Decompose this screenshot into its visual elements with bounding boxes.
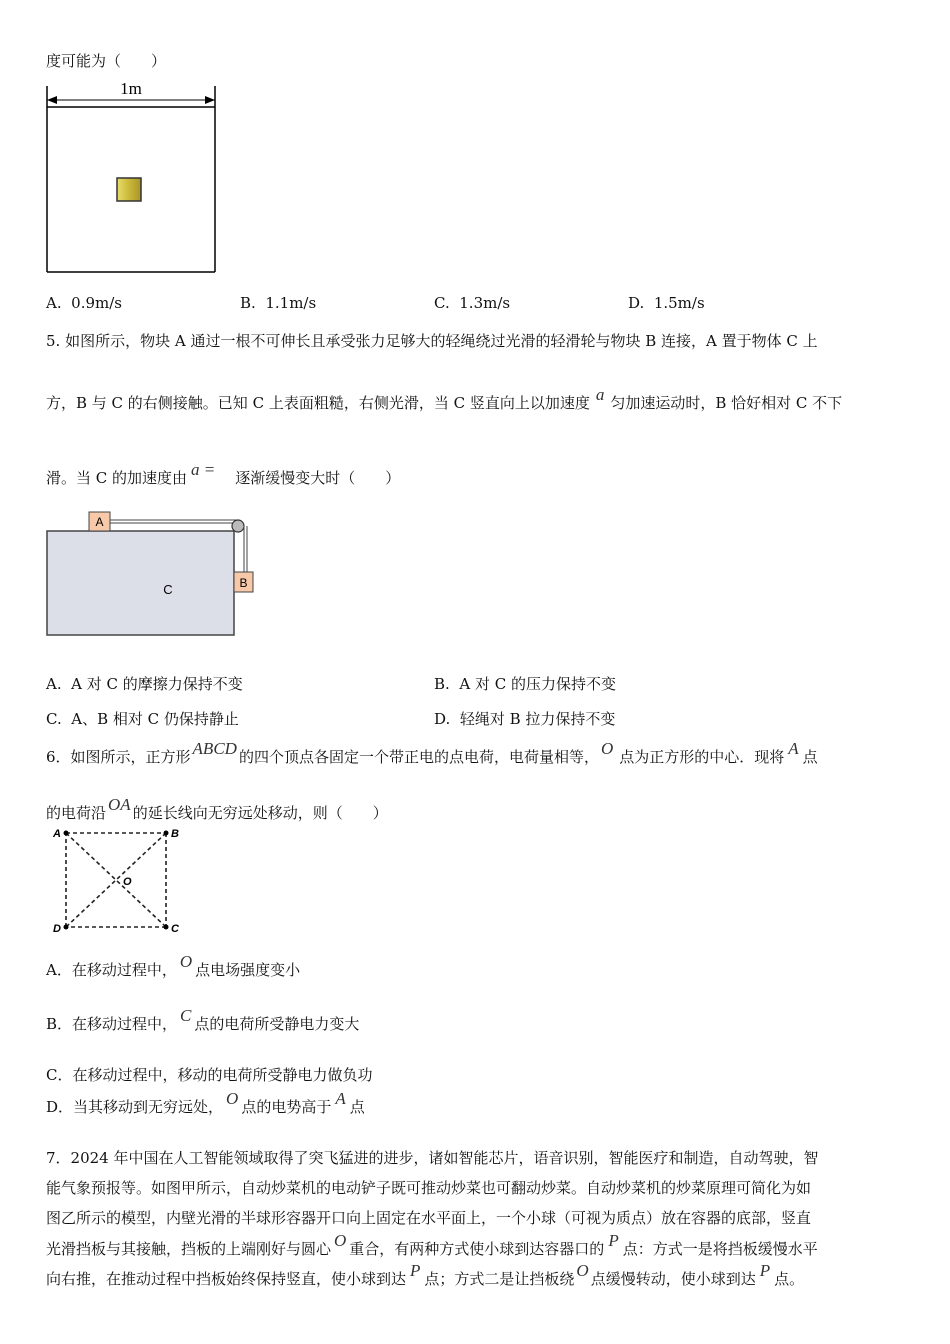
width-label: 1m [120, 79, 142, 98]
q6-stem-line2: 的电荷沿 OA 的延长线向无穷远处移动，则（ ） [46, 795, 388, 822]
q7-line3: 图乙所示的模型，内壁光滑的半球形容器开口向上固定在水平面上，一个小球（可视为质点）放在容器的底部，竖直 [46, 1209, 812, 1227]
q6-stem-line1: 6．如图所示，正方形 ABCD 的四个顶点各固定一个带正电的点电荷，电荷量相等， O 点为正方形的中心．现将 A 点 [46, 739, 818, 766]
block [117, 178, 141, 201]
q4-option-b[interactable]: B. 1.1m/s [240, 294, 317, 312]
q5-stem-line1: 5. 如图所示，物块 A 通过一根不可伸长且承受张力足够大的轻绳绕过光滑的轻滑轮与物块 B 连接，A 置于物体 C 上 [46, 332, 818, 350]
q5-option-d[interactable]: D. 轻绳对 B 拉力保持不变 [434, 710, 616, 728]
q5-option-b[interactable]: B. A 对 C 的压力保持不变 [434, 675, 616, 693]
q5-option-a[interactable]: A. A 对 C 的摩擦力保持不变 [46, 675, 243, 693]
svg-text:C: C [163, 582, 173, 597]
q6-option-d[interactable]: D．当其移动到无穷远处， O 点的电势高于 A 点 [46, 1089, 365, 1116]
math-a-equals: a = [191, 460, 216, 479]
intro-text: 度可能为（ ） [46, 52, 167, 70]
q6-option-b[interactable]: B．在移动过程中， C 点的电荷所受静电力变大 [46, 1006, 360, 1033]
pulley [232, 520, 244, 532]
q4-option-c[interactable]: C. 1.3m/s [434, 294, 511, 312]
q7-line5: 向右推，在推动过程中挡板始终保持竖直，使小球到达 P 点；方式二是让挡板绕 O 点缓慢转动，使小球到达 P 点。 [46, 1261, 805, 1288]
q5-stem-line3: 滑。当 C 的加速度由 a = 逐渐缓慢变大时（ ） [46, 460, 401, 487]
svg-text:B: B [239, 576, 248, 590]
q5-stem-line2: 方，B 与 C 的右侧接触。已知 C 上表面粗糙，右侧光滑，当 C 竖直向上以加速度 a 匀加速运动时，B 恰好相对 C 不下 [46, 385, 843, 412]
svg-text:B: B [171, 828, 179, 840]
q6-option-a[interactable]: A．在移动过程中， O 点电场强度变小 [46, 952, 301, 979]
svg-text:O: O [123, 876, 132, 888]
figure-square-charges [46, 823, 186, 938]
math-a: a [595, 385, 605, 404]
q4-option-a[interactable]: A. 0.9m/s [46, 294, 122, 312]
svg-text:D: D [53, 923, 61, 935]
figure-pulley-blocks [40, 505, 265, 640]
figure-box-1m [40, 76, 225, 276]
q7-line4: 光滑挡板与其接触，挡板的上端刚好与圆心 O 重合，有两种方式使小球到达容器口的 P 点：方式一是将挡板缓慢水平 [46, 1231, 818, 1258]
block-c [47, 531, 234, 635]
q4-option-d[interactable]: D. 1.5m/s [628, 294, 705, 312]
q5-option-c[interactable]: C. A、B 相对 C 仍保持静止 [46, 710, 239, 728]
q7-line2: 能气象预报等。如图甲所示，自动炒菜机的电动铲子既可推动炒菜也可翻动炒菜。自动炒菜机的炒菜原理可简化为如 [46, 1179, 812, 1197]
q7-line1: 7．2024 年中国在人工智能领域取得了突飞猛进的进步，诸如智能芯片，语音识别，智能医疗和制造，自动驾驶，智 [46, 1149, 819, 1167]
q6-option-c[interactable]: C．在移动过程中，移动的电荷所受静电力做负功 [46, 1066, 373, 1084]
svg-text:C: C [171, 923, 179, 935]
svg-text:A: A [95, 515, 104, 529]
svg-text:A: A [53, 828, 61, 840]
